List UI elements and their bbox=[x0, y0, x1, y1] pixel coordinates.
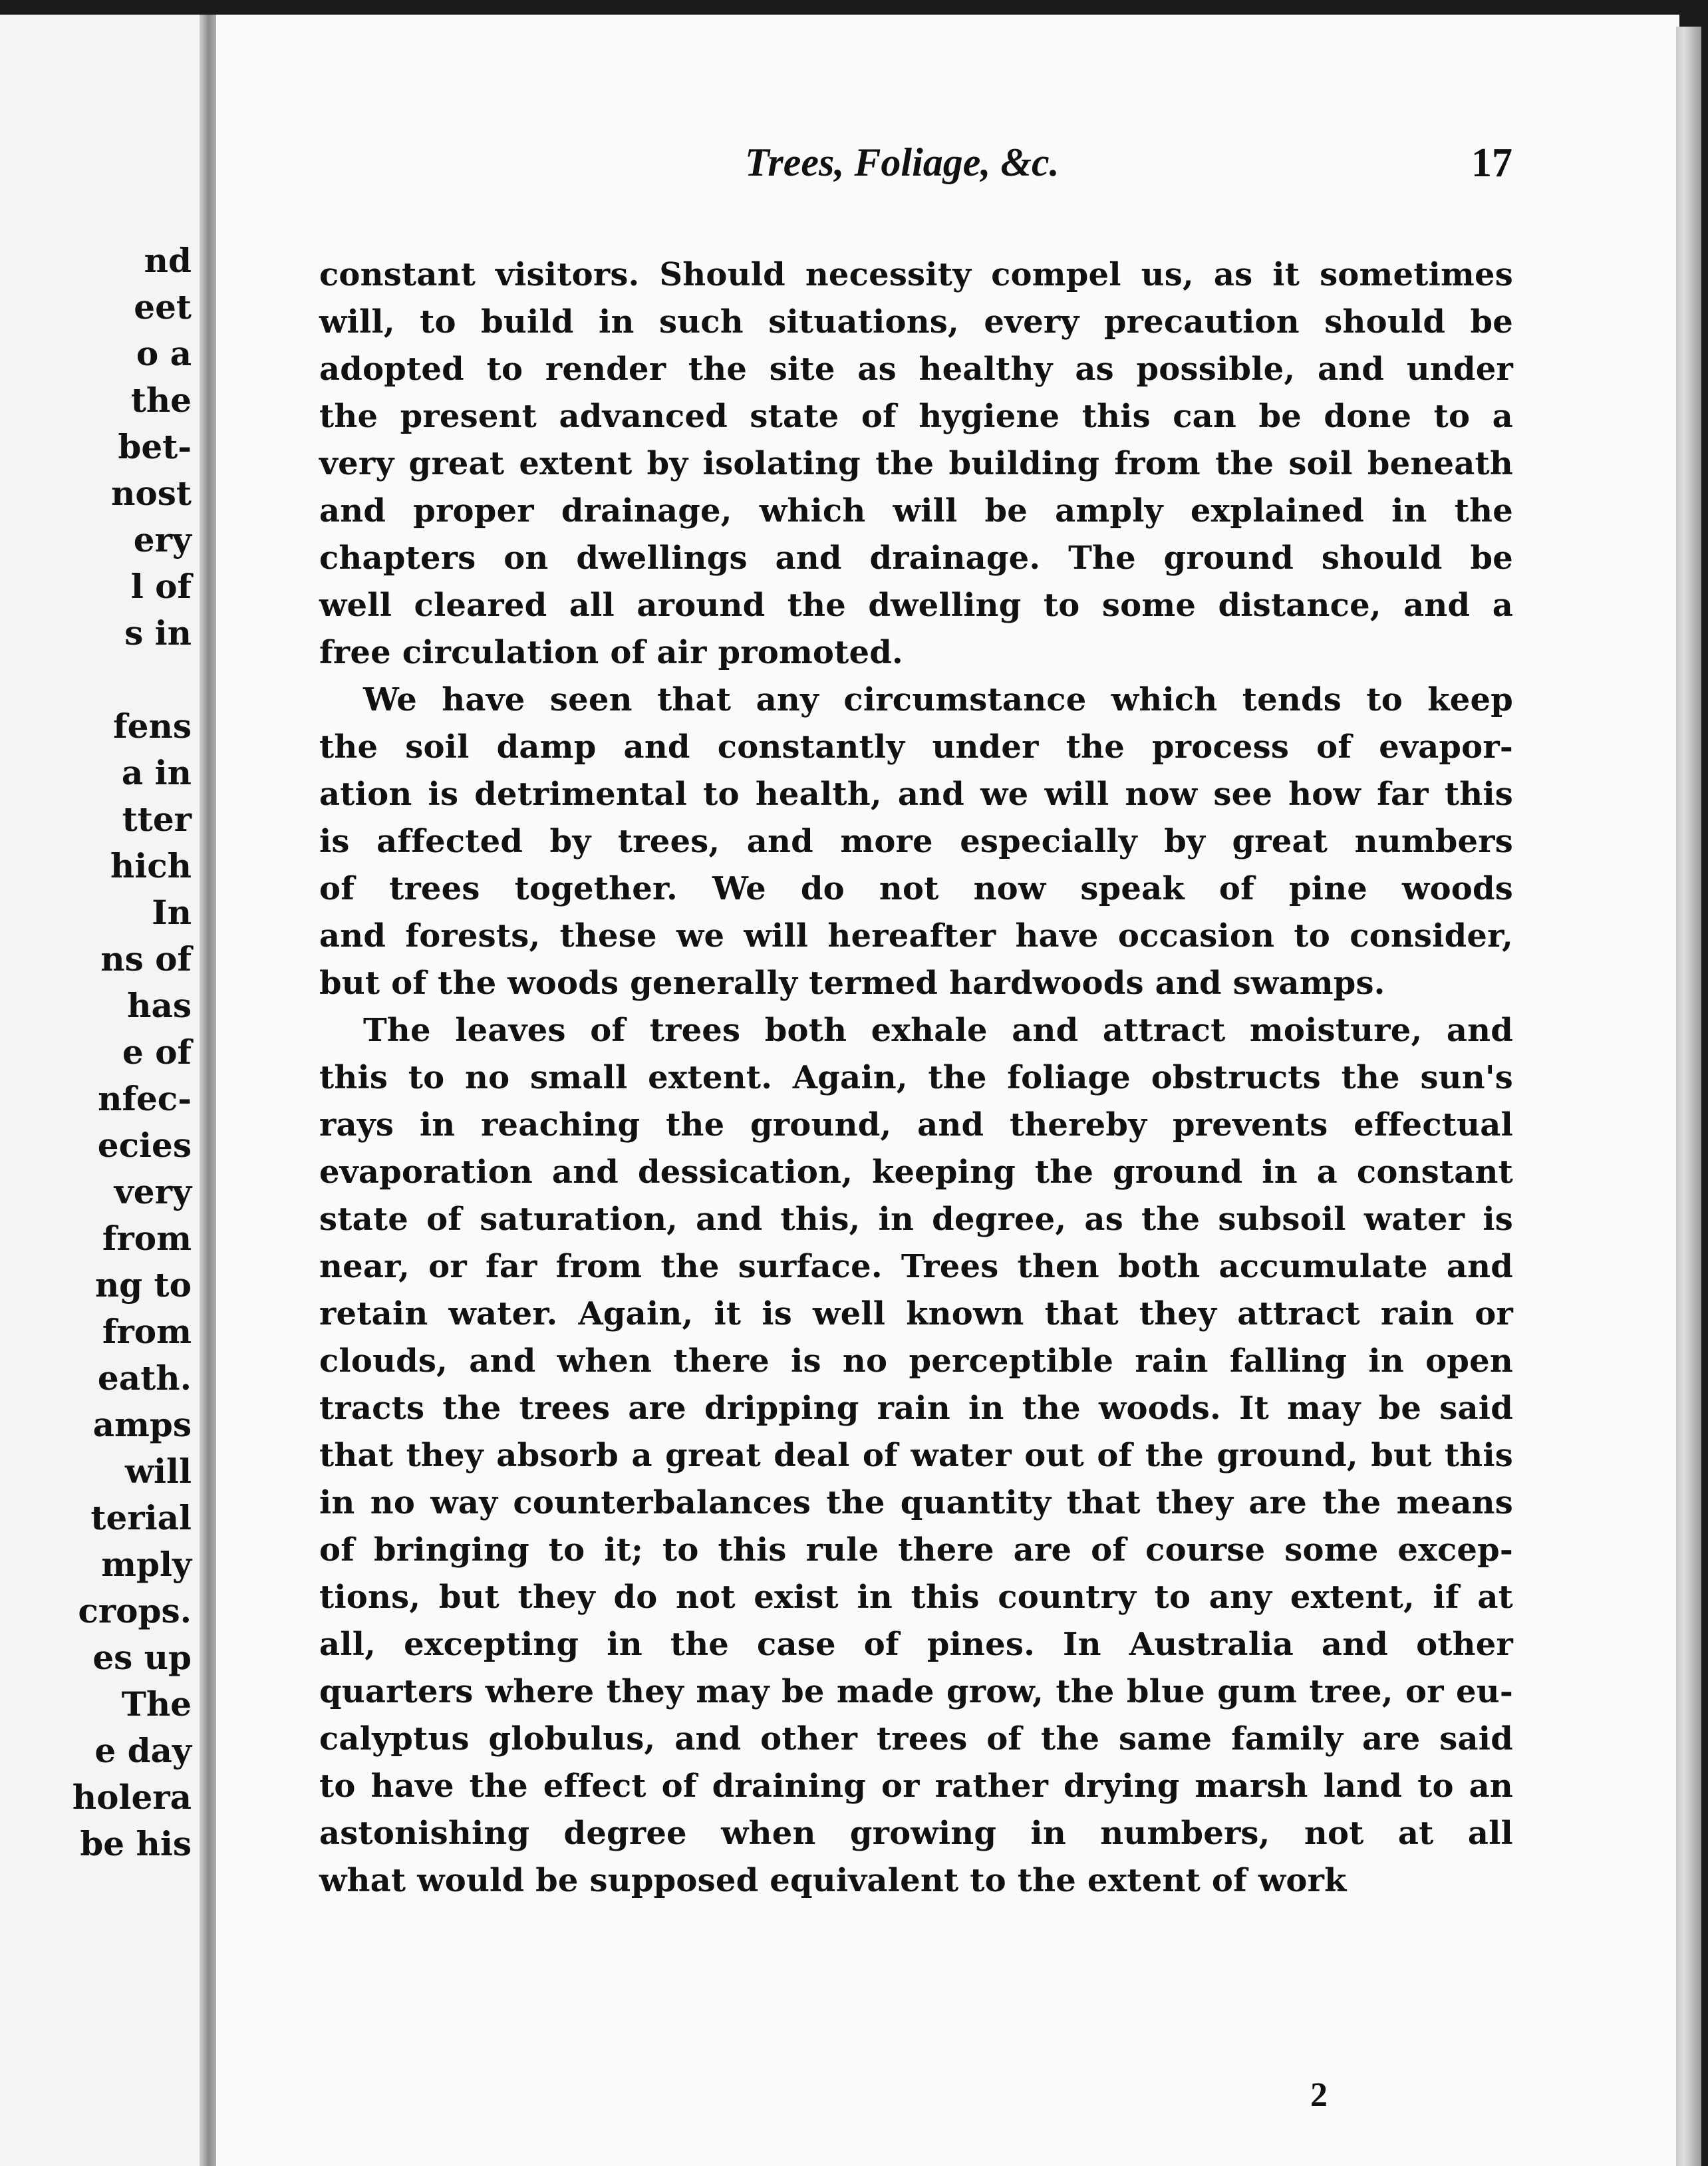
left-page-line: be his bbox=[80, 1824, 192, 1863]
left-page-line: e day bbox=[94, 1731, 192, 1770]
left-page-line bbox=[72, 657, 192, 703]
left-page-line: holera bbox=[72, 1778, 192, 1817]
left-page-line: a in bbox=[121, 753, 192, 792]
left-page-line: terial bbox=[90, 1498, 192, 1537]
text-line: clouds, and when there is no perceptible rain falling in open bbox=[319, 1342, 1513, 1380]
left-page-text-column bbox=[72, 237, 192, 1867]
text-line: the soil damp and constantly under the process of evapor- bbox=[319, 728, 1513, 766]
left-page-line: very bbox=[114, 1172, 192, 1211]
running-head: Trees, Foliage, &c. bbox=[745, 140, 1060, 184]
text-line: all, excepting in the case of pines. In Australia and other bbox=[319, 1626, 1513, 1663]
left-page-line: has bbox=[127, 986, 192, 1025]
text-line: near, or far from the surface. Trees then both accumulate and bbox=[319, 1248, 1513, 1285]
left-page-line: ecies bbox=[97, 1126, 192, 1165]
left-page-line: will bbox=[124, 1452, 192, 1491]
text-line: in no way counterbalances the quantity that they are the means bbox=[319, 1484, 1513, 1521]
left-page-line: e of bbox=[122, 1032, 192, 1072]
text-line: very great extent by isolating the building from the soil beneath bbox=[319, 445, 1513, 482]
left-page-line: fens bbox=[113, 706, 192, 746]
left-page-line: from bbox=[102, 1312, 192, 1351]
text-line: is affected by trees, and more especially by great numbers bbox=[319, 823, 1513, 860]
text-line: chapters on dwellings and drainage. The ground should be bbox=[319, 540, 1513, 577]
paragraph-1 bbox=[319, 251, 1513, 677]
left-page-line: mply bbox=[101, 1545, 192, 1584]
text-line: of bringing to it; to this rule there are of course some excep- bbox=[319, 1531, 1513, 1569]
left-page-line: nfec- bbox=[98, 1079, 192, 1118]
text-line: rays in reaching the ground, and thereby prevents effectual bbox=[319, 1106, 1513, 1144]
left-page-line: bet- bbox=[118, 427, 192, 466]
text-line: evaporation and dessication, keeping the ground in a constant bbox=[319, 1154, 1513, 1191]
text-line: The leaves of trees both exhale and attract moisture, and bbox=[363, 1012, 1513, 1049]
text-line: this to no small extent. Again, the foliage obstructs the sun's bbox=[319, 1059, 1513, 1096]
left-page-line: o a bbox=[136, 334, 192, 373]
text-line: well cleared all around the dwelling to some distance, and a bbox=[319, 587, 1513, 624]
left-page-line: In bbox=[152, 893, 192, 932]
text-line: and proper drainage, which will be amply explained in the bbox=[319, 492, 1513, 530]
left-page-line: l of bbox=[130, 567, 192, 606]
body-text bbox=[319, 251, 1513, 1905]
text-line: retain water. Again, it is well known that they attract rain or bbox=[319, 1295, 1513, 1332]
left-page-line: nost bbox=[111, 474, 192, 513]
text-line: to have the effect of draining or rather drying marsh land to an bbox=[319, 1768, 1513, 1805]
left-page-line: ns of bbox=[100, 939, 192, 979]
left-page-line: es up bbox=[92, 1638, 192, 1677]
left-page-line: crops. bbox=[78, 1591, 192, 1630]
text-line: of trees together. We do not now speak of pine woods bbox=[319, 870, 1513, 907]
text-line: astonishing degree when growing in numbers, not at all bbox=[319, 1815, 1513, 1852]
text-line: will, to build in such situations, every precaution should be bbox=[319, 303, 1513, 341]
paragraph-3 bbox=[319, 1007, 1513, 1905]
page-edge bbox=[1676, 27, 1701, 2166]
text-line: and forests, these we will hereafter have occasion to consider, bbox=[319, 917, 1513, 955]
text-line: adopted to render the site as healthy as possible, and under bbox=[319, 351, 1513, 388]
text-line: constant visitors. Should necessity compel us, as it sometimes bbox=[319, 256, 1513, 293]
left-page-line: eet bbox=[134, 287, 192, 327]
left-page-line: ery bbox=[133, 520, 192, 559]
text-line: ation is detrimental to health, and we will now see how far this bbox=[319, 776, 1513, 813]
page-number: 17 bbox=[1471, 140, 1512, 186]
left-page-line: amps bbox=[92, 1405, 192, 1444]
left-page-line: tter bbox=[122, 800, 192, 839]
left-page-line: hich bbox=[110, 846, 192, 885]
left-page-line: nd bbox=[144, 241, 192, 280]
text-line: what would be supposed equivalent to the extent of work bbox=[319, 1862, 1347, 1899]
text-line: but of the woods generally termed hardwoods and swamps. bbox=[319, 965, 1385, 1002]
left-page-line: ng to bbox=[94, 1265, 192, 1305]
left-page-line: the bbox=[130, 381, 192, 420]
text-line: the present advanced state of hygiene this can be done to a bbox=[319, 398, 1513, 435]
left-page-line: eath. bbox=[97, 1358, 192, 1398]
text-line: free circulation of air promoted. bbox=[319, 634, 903, 671]
left-page-line: s in bbox=[124, 613, 192, 653]
paragraph-2 bbox=[319, 677, 1513, 1007]
text-line: state of saturation, and this, in degree, as the subsoil water is bbox=[319, 1201, 1513, 1238]
text-line: tracts the trees are dripping rain in the woods. It may be said bbox=[319, 1390, 1513, 1427]
text-line: that they absorb a great deal of water out of the ground, but this bbox=[319, 1437, 1513, 1474]
left-page-line: The bbox=[121, 1684, 192, 1724]
text-line: calyptus globulus, and other trees of the same family are said bbox=[319, 1720, 1513, 1758]
left-page-line: from bbox=[102, 1219, 192, 1258]
text-line: We have seen that any circumstance which tends to keep bbox=[363, 681, 1513, 718]
text-line: tions, but they do not exist in this country to any extent, if at bbox=[319, 1579, 1513, 1616]
left-facing-page bbox=[0, 15, 206, 2166]
signature-mark: 2 bbox=[1310, 2076, 1328, 2114]
text-line: quarters where they may be made grow, the blue gum tree, or eu- bbox=[319, 1673, 1513, 1710]
